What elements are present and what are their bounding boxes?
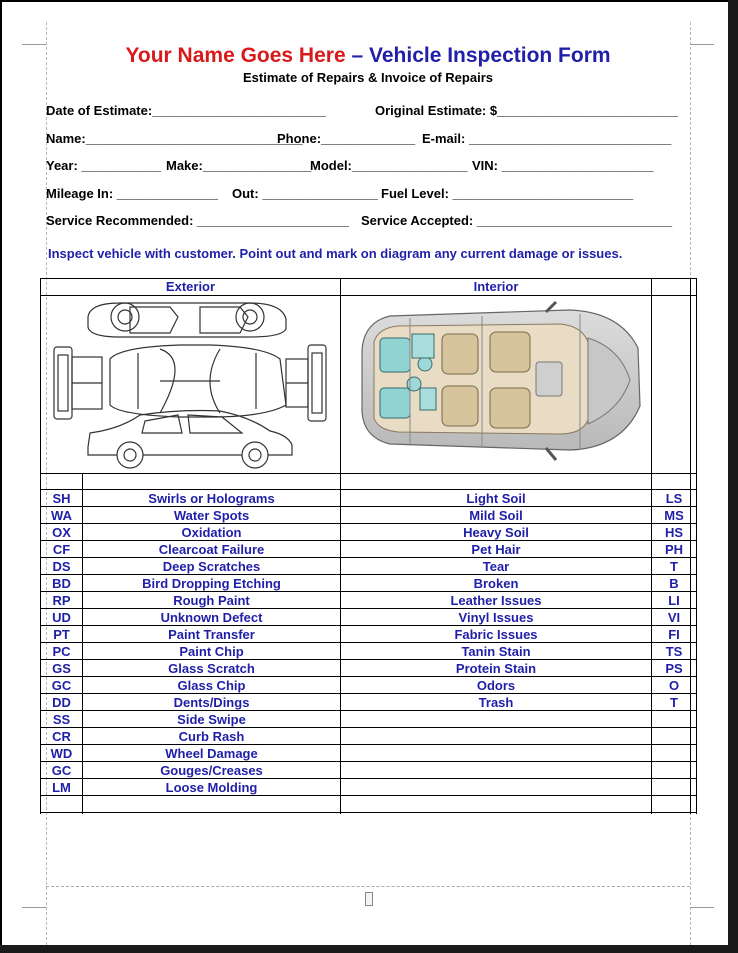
exterior-code: DD [52, 695, 71, 710]
form-name: Vehicle Inspection Form [369, 44, 611, 67]
date-of-estimate-field[interactable]: Date of Estimate:________________________ [46, 103, 326, 118]
interior-code: MS [664, 508, 684, 523]
interior-header: Interior [473, 279, 519, 294]
exterior-code: WA [51, 508, 72, 523]
exterior-condition: Wheel Damage [165, 746, 258, 761]
make-field[interactable]: Make:_______________ [166, 158, 312, 173]
exterior-code: UD [52, 610, 71, 625]
interior-condition: Protein Stain [455, 661, 537, 676]
table-row-line [40, 295, 697, 296]
exterior-code: CF [52, 542, 71, 557]
exterior-code: SH [52, 491, 71, 506]
business-name: Your Name Goes Here [125, 44, 346, 67]
interior-condition: Vinyl Issues [458, 610, 534, 625]
interior-code: HS [664, 525, 684, 540]
interior-condition: Odors [476, 678, 516, 693]
interior-condition: Broken [473, 576, 519, 591]
page-break-marker [365, 892, 373, 906]
exterior-condition: Curb Rash [178, 729, 245, 744]
table-row-line [40, 473, 697, 474]
exterior-code: SS [52, 712, 71, 727]
inspection-notice: Inspect vehicle with customer. Point out and mark on diagram any current damage or issues. [48, 246, 623, 261]
exterior-condition: Glass Chip [177, 678, 246, 693]
interior-condition: Heavy Soil [463, 525, 529, 540]
interior-code: TS [665, 644, 683, 659]
interior-car-diagram[interactable] [350, 298, 646, 470]
exterior-condition: Swirls or Holograms [148, 491, 275, 506]
form-subtitle: Estimate of Repairs & Invoice of Repairs [243, 70, 493, 85]
mileage-in-field[interactable]: Mileage In: ______________ [46, 186, 219, 201]
exterior-condition: Glass Scratch [168, 661, 255, 676]
year-field[interactable]: Year: ___________ [46, 158, 161, 173]
service-accepted-field[interactable]: Service Accepted: ___________________________ [361, 213, 673, 228]
exterior-condition: Paint Chip [179, 644, 244, 659]
exterior-condition: Gouges/Creases [160, 763, 263, 778]
email-field[interactable]: E-mail: ____________________________ [422, 131, 672, 146]
exterior-code: RP [52, 593, 71, 608]
window-border-bottom [0, 945, 738, 953]
vin-field[interactable]: VIN: _____________________ [472, 158, 654, 173]
exterior-code: GC [51, 678, 72, 693]
interior-condition: Mild Soil [469, 508, 523, 523]
interior-condition: Fabric Issues [454, 627, 538, 642]
exterior-car-diagram[interactable] [50, 297, 332, 471]
interior-condition: Trash [478, 695, 514, 710]
exterior-condition: Dents/Dings [173, 695, 250, 710]
phone-field[interactable]: Phone:_____________ [277, 131, 416, 146]
interior-code: T [670, 559, 678, 574]
exterior-code: PC [52, 644, 71, 659]
interior-code: FI [668, 627, 680, 642]
exterior-condition: Paint Transfer [168, 627, 255, 642]
model-field[interactable]: Model:________________ [310, 158, 468, 173]
exterior-condition: Loose Molding [165, 780, 258, 795]
crop-mark [690, 907, 714, 908]
exterior-condition: Side Swipe [177, 712, 246, 727]
exterior-condition: Deep Scratches [162, 559, 261, 574]
window-border-top [0, 0, 738, 2]
interior-condition: Tanin Stain [461, 644, 531, 659]
mileage-out-field[interactable]: Out: ________________ [232, 186, 379, 201]
interior-code: O [668, 678, 680, 693]
interior-code: PH [664, 542, 684, 557]
table-border-right [696, 278, 697, 814]
service-recommended-field[interactable]: Service Recommended: _____________________ [46, 213, 349, 228]
exterior-condition: Unknown Defect [160, 610, 263, 625]
exterior-code: CR [52, 729, 71, 744]
original-estimate-field[interactable]: Original Estimate: $_________________________ [375, 103, 678, 118]
interior-code: VI [667, 610, 681, 625]
fuel-level-field[interactable]: Fuel Level: _________________________ [381, 186, 634, 201]
name-field[interactable]: Name:______________________________ [46, 131, 303, 146]
exterior-code: BD [52, 576, 71, 591]
window-border-right [728, 0, 738, 953]
interior-code: LS [665, 491, 683, 506]
exterior-condition: Rough Paint [173, 593, 250, 608]
exterior-condition: Oxidation [181, 525, 242, 540]
exterior-condition: Water Spots [173, 508, 250, 523]
exterior-code: DS [52, 559, 71, 574]
window-border-left [0, 0, 2, 953]
exterior-code: WD [50, 746, 73, 761]
exterior-header: Exterior [165, 279, 216, 294]
title-separator: – [345, 44, 369, 67]
page-break [46, 886, 690, 888]
exterior-condition: Bird Dropping Etching [142, 576, 281, 591]
interior-condition: Pet Hair [471, 542, 521, 557]
interior-code: LI [668, 593, 680, 608]
table-row-line [40, 812, 697, 813]
interior-condition: Light Soil [466, 491, 526, 506]
exterior-condition: Clearcoat Failure [158, 542, 265, 557]
crop-mark [690, 44, 714, 45]
exterior-code: LM [52, 780, 71, 795]
interior-code: PS [665, 661, 683, 676]
interior-condition: Leather Issues [450, 593, 542, 608]
exterior-code: GS [52, 661, 71, 676]
crop-mark [22, 907, 46, 908]
interior-condition: Tear [482, 559, 510, 574]
exterior-code: GC [51, 763, 72, 778]
exterior-code: PT [53, 627, 70, 642]
form-title [46, 44, 690, 68]
interior-code: B [669, 576, 679, 591]
crop-mark [22, 44, 46, 45]
exterior-code: OX [52, 525, 71, 540]
interior-code: T [670, 695, 678, 710]
